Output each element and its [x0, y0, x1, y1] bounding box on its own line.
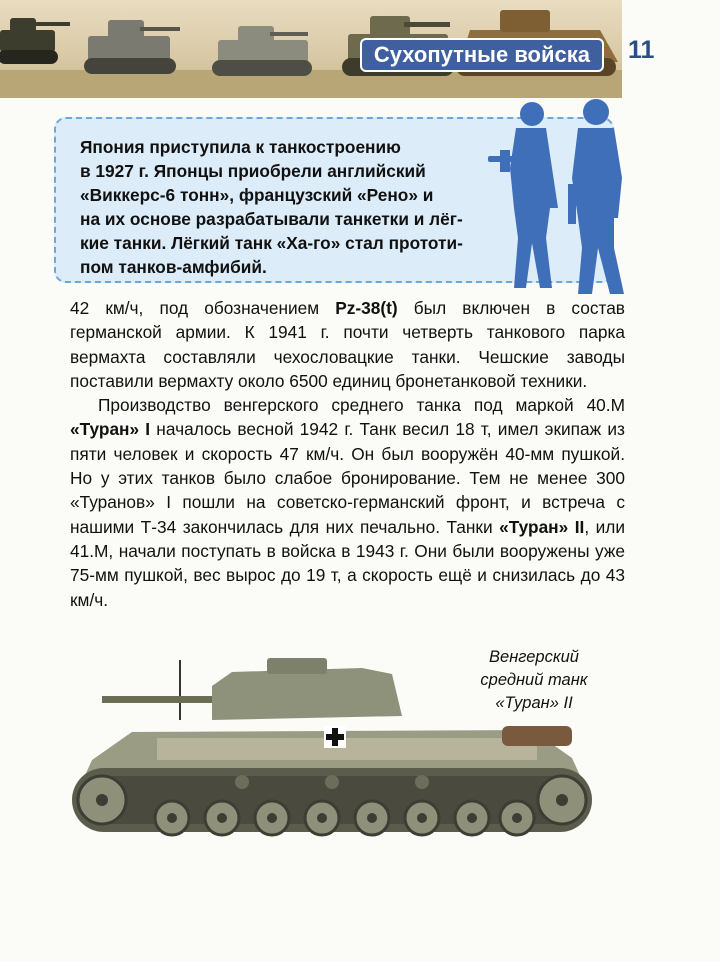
soldiers-silhouette-icon [480, 98, 640, 296]
paragraph [70, 296, 625, 393]
paragraph [70, 393, 625, 612]
page-number: 11 [628, 36, 655, 64]
info-box-text [80, 135, 500, 279]
bold-term: Pz-38(t) [335, 298, 398, 318]
info-line: в 1927 г. Японцы приобрели английский [80, 161, 426, 181]
info-line: кие танки. Лёгкий танк «Ха-го» стал прототи- [80, 233, 463, 253]
caption-line: «Туран» II [495, 694, 573, 712]
bold-term: «Туран» I [70, 419, 151, 440]
bold-term: «Туран» II [499, 516, 585, 537]
info-line: пом танков-амфибий. [80, 257, 267, 277]
section-title: Сухопутные войска [360, 38, 604, 72]
body-text [70, 296, 625, 612]
caption-line: средний танк [480, 671, 588, 689]
info-line: на их основе разрабатывали танкетки и лёг- [80, 209, 463, 229]
info-line: «Виккерс-6 тонн», французский «Рено» и [80, 185, 434, 205]
info-line: Япония приступила к танкостроению [80, 137, 401, 157]
text-run: 42 км/ч, под обозначением [70, 298, 336, 318]
text-run: Производство венгерского среднего танка под маркой 40.М [98, 395, 625, 416]
caption-line: Венгерский [489, 648, 579, 666]
text-run: началось весной 1942 г. Танк весил 18 т, имел экипаж из пяти человек и скорость 47 км/ч. Он был вооружён 40-мм пушкой. Но у этих танков было слабое бронирование. Тем не менее 300 «Туранов» I пошли на советско-германский фронт, и встреча с нашими Т-34 закончилась для них печально. Танки [70, 419, 625, 537]
text-run: был включен в состав германской армии. К 1941 г. почти четверть танкового парка вермахта составляли чехословацкие танки. Чешские заводы поставили вермахту около 6500 единиц бронетанковой техники. [70, 298, 625, 391]
text-run: , или 41.М, начали поступать в войска в 1943 г. Они были вооружены уже 75-мм пушкой, вес вырос до 19 т, а скорость ещё и снизилась до 43 км/ч. [70, 516, 626, 610]
turan-tank-illustration [62, 650, 622, 880]
